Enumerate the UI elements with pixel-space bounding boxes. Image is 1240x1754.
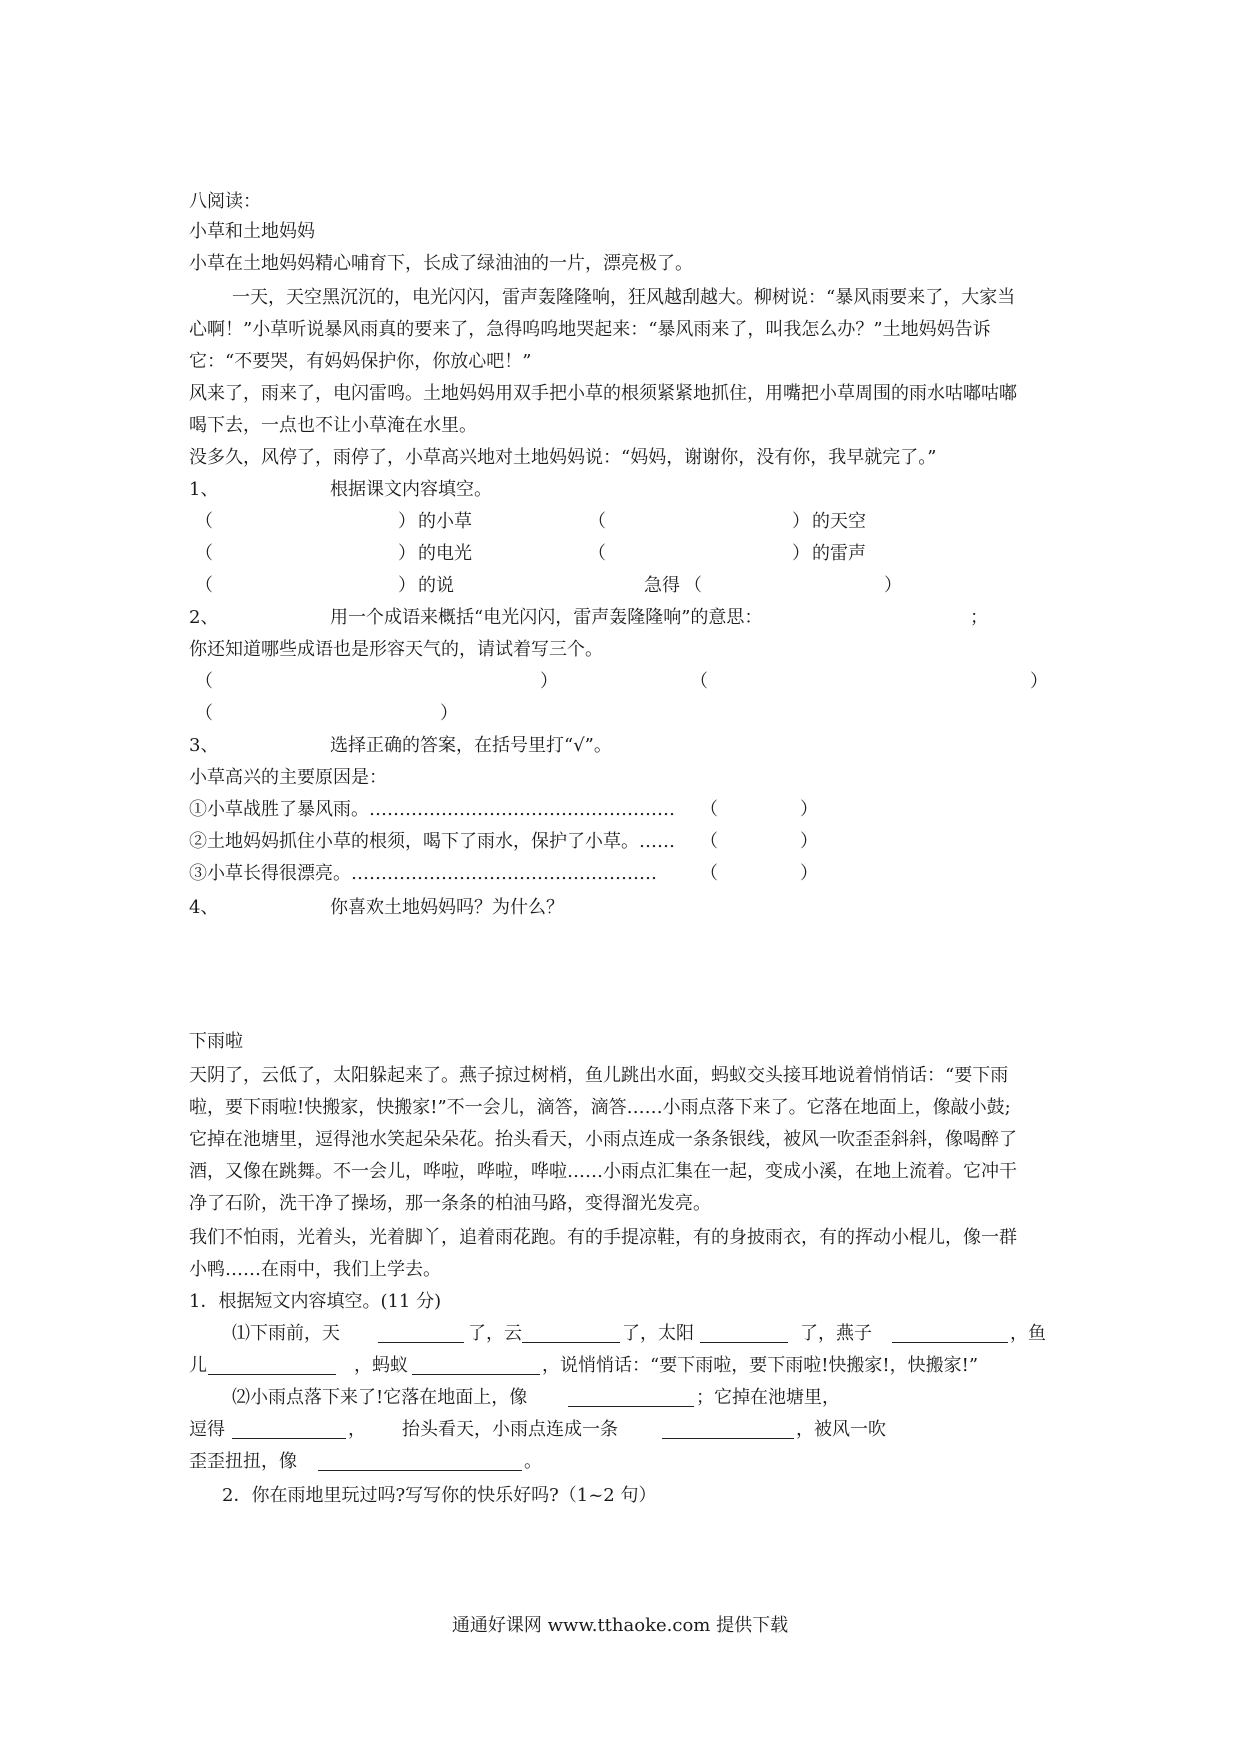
- punctuation: ；: [970, 607, 988, 628]
- answer-paren-close: ）: [800, 831, 818, 852]
- answer-paren-close: ）: [398, 511, 416, 532]
- answer-paren-open: （: [195, 671, 213, 692]
- answer-paren-close: ）: [792, 511, 810, 532]
- fill-label: 逗得: [189, 1419, 225, 1440]
- fill-label: 了，云: [468, 1323, 522, 1344]
- answer-paren-open: （: [195, 511, 213, 532]
- answer-paren-close: ）: [800, 863, 818, 884]
- fill-label: 的小草: [418, 511, 472, 532]
- fill-label: 的天空: [812, 511, 866, 532]
- passage2-paragraph: 我们不怕雨，光着头，光着脚丫，追着雨花跑。有的手提凉鞋，有的身披雨衣，有的挥动小棍儿，像一群: [189, 1227, 1017, 1248]
- fill-label: 的雷声: [812, 543, 866, 564]
- passage1-title: 小草和土地妈妈: [189, 221, 315, 242]
- passage2-paragraph: 它掉在池塘里，逗得池水笑起朵朵花。抬头看天，小雨点连成一条条银线，被风一吹歪歪斜斜，像喝醉了: [189, 1129, 1017, 1150]
- answer-paren-close: ）: [792, 543, 810, 564]
- fill-label: 急得: [644, 575, 680, 596]
- question-number: 3、: [189, 735, 219, 756]
- fill-label: 的电光: [418, 543, 472, 564]
- answer-paren-open: （: [690, 671, 708, 692]
- answer-paren-open: （: [700, 831, 718, 852]
- passage1-paragraph: 没多久，风停了，雨停了，小草高兴地对土地妈妈说：“妈妈，谢谢你，没有你，我早就完了。”: [189, 447, 937, 468]
- answer-blank[interactable]: [662, 1418, 794, 1439]
- fill-label: 了，燕子: [800, 1323, 872, 1344]
- question-text: 选择正确的答案，在括号里打“√”。: [330, 735, 612, 756]
- passage1-paragraph: 风来了，雨来了，电闪雷鸣。土地妈妈用双手把小草的根须紧紧地抓住，用嘴把小草周围的雨水咕嘟咕嘟: [189, 383, 1017, 404]
- question-text: 你喜欢土地妈妈吗？为什么？: [330, 897, 564, 918]
- answer-paren-open: （: [195, 703, 213, 724]
- fill-label: ，: [348, 1419, 366, 1440]
- fill-label: ，说悄悄话：“要下雨啦，要下雨啦!快搬家!，快搬家!”: [542, 1355, 979, 1376]
- choice-option: ③小草长得很漂亮。……………………………………………: [189, 863, 657, 884]
- passage1-paragraph: 小草在土地妈妈精心哺育下，长成了绿油油的一片，漂亮极了。: [189, 253, 693, 274]
- fill-label: ，被风一吹: [796, 1419, 886, 1440]
- question-number: 2、: [189, 607, 219, 628]
- question-text: 用一个成语来概括“电光闪闪，雷声轰隆隆响”的意思：: [330, 607, 763, 628]
- passage2-paragraph: 净了石阶，洗干净了操场，那一条条的柏油马路，变得溜光发亮。: [189, 1193, 711, 1214]
- answer-blank[interactable]: [412, 1354, 540, 1375]
- answer-paren-open: （: [588, 511, 606, 532]
- question-title: 1．根据短文内容填空。(11 分): [189, 1291, 442, 1312]
- fill-label: ⑴下雨前，天: [232, 1323, 340, 1344]
- section-heading: 八阅读：: [189, 191, 261, 212]
- choice-option: ②土地妈妈抓住小草的根须，喝下了雨水，保护了小草。……: [189, 831, 675, 852]
- answer-blank[interactable]: [318, 1450, 522, 1471]
- fill-label: ，鱼: [1010, 1323, 1046, 1344]
- answer-paren-close: ）: [800, 799, 818, 820]
- answer-blank[interactable]: [522, 1322, 620, 1343]
- question-number: 1、: [189, 479, 219, 500]
- fill-label: 。: [524, 1451, 542, 1472]
- answer-paren-open: （: [700, 799, 718, 820]
- question-number: 4、: [189, 897, 219, 918]
- passage1-paragraph: 喝下去，一点也不让小草淹在水里。: [189, 415, 477, 436]
- fill-label: ；它掉在池塘里，: [696, 1387, 840, 1408]
- passage1-paragraph: 心啊！”小草听说暴风雨真的要来了，急得呜呜地哭起来：“暴风雨来了，叫我怎么办？”土地妈妈告诉: [189, 319, 991, 340]
- passage2-paragraph: 酒，又像在跳舞。不一会儿，哗啦，哗啦，哗啦……小雨点汇集在一起，变成小溪，在地上流着。它冲干: [189, 1161, 1017, 1182]
- answer-blank[interactable]: [378, 1322, 464, 1343]
- answer-blank[interactable]: [232, 1418, 346, 1439]
- fill-label: 了，太阳: [622, 1323, 694, 1344]
- question-stem: 小草高兴的主要原因是：: [189, 767, 387, 788]
- passage2-paragraph: 小鸭……在雨中，我们上学去。: [189, 1259, 441, 1280]
- fill-label: ⑵小雨点落下来了!它落在地面上，像: [232, 1387, 528, 1408]
- fill-label: 儿: [189, 1355, 207, 1376]
- answer-paren-close: ）: [1030, 671, 1048, 692]
- passage1-paragraph: 它：“不要哭，有妈妈保护你，你放心吧！”: [189, 351, 532, 372]
- question-subtext: 你还知道哪些成语也是形容天气的，请试着写三个。: [189, 639, 603, 660]
- answer-paren-open: （: [195, 543, 213, 564]
- answer-blank[interactable]: [892, 1322, 1008, 1343]
- passage2-title: 下雨啦: [189, 1031, 243, 1052]
- fill-label: 抬头看天，小雨点连成一条: [402, 1419, 618, 1440]
- passage2-paragraph: 啦，要下雨啦!快搬家，快搬家!”不一会儿，滴答，滴答……小雨点落下来了。它落在地面上，像敲小鼓;: [189, 1097, 1011, 1118]
- answer-paren-close: ）: [398, 575, 416, 596]
- answer-paren-close: ）: [440, 703, 458, 724]
- choice-option: ①小草战胜了暴风雨。……………………………………………: [189, 799, 675, 820]
- fill-label: ，蚂蚁: [354, 1355, 408, 1376]
- answer-blank[interactable]: [568, 1386, 694, 1407]
- answer-blank[interactable]: [700, 1322, 788, 1343]
- question-text: 根据课文内容填空。: [330, 479, 492, 500]
- answer-paren-close: ）: [884, 575, 902, 596]
- answer-paren-open: （: [700, 863, 718, 884]
- passage1-paragraph: 一天，天空黑沉沉的，电光闪闪，雷声轰隆隆响，狂风越刮越大。柳树说：“暴风雨要来了，大家当: [232, 287, 1016, 308]
- answer-paren-open: （: [195, 575, 213, 596]
- fill-label: 歪歪扭扭，像: [189, 1451, 297, 1472]
- fill-label: 的说: [418, 575, 454, 596]
- answer-paren-close: ）: [398, 543, 416, 564]
- passage2-paragraph: 天阴了，云低了，太阳躲起来了。燕子掠过树梢，鱼儿跳出水面，蚂蚁交头接耳地说着悄悄话：“要下雨: [189, 1065, 1009, 1086]
- answer-paren-open: （: [684, 575, 702, 596]
- answer-blank[interactable]: [208, 1354, 336, 1375]
- question-title: 2．你在雨地里玩过吗?写写你的快乐好吗?（1~2 句）: [222, 1485, 657, 1506]
- answer-paren-open: （: [588, 543, 606, 564]
- answer-paren-close: ）: [540, 671, 558, 692]
- footer-credit: 通通好课网 www.tthaoke.com 提供下载: [451, 1615, 789, 1636]
